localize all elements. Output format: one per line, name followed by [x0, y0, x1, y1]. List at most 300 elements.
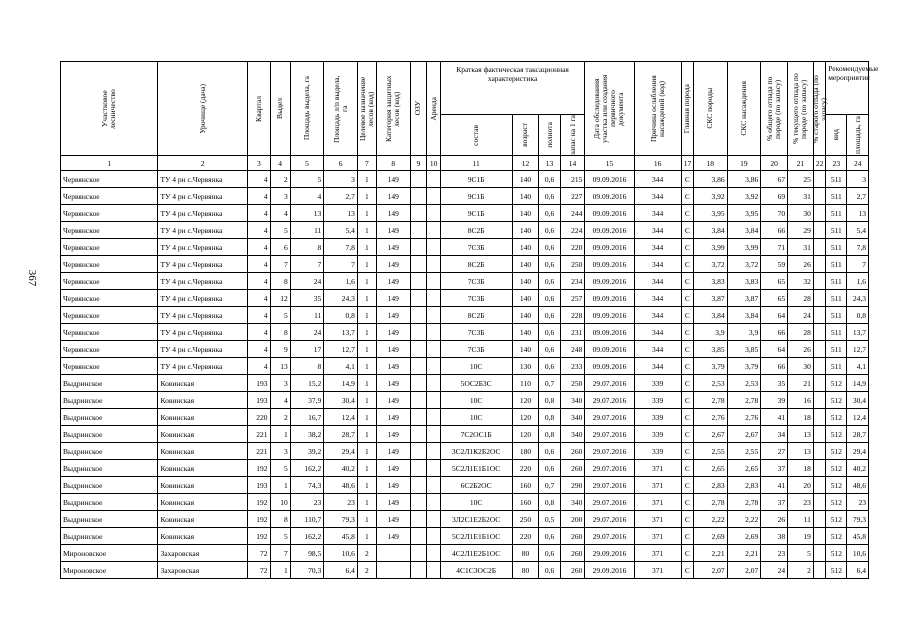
- table-cell: 5: [788, 545, 814, 562]
- table-cell: [410, 477, 427, 494]
- header-lesnichestvo: Участковое лесничество: [61, 62, 158, 156]
- table-cell: 1: [357, 222, 376, 239]
- table-cell: 10: [270, 494, 290, 511]
- table-cell: 6,4: [324, 562, 358, 579]
- header-purpose: Целевое назначение лесов (код): [357, 62, 376, 156]
- table-cell: [427, 239, 440, 256]
- table-cell: 6,4: [847, 562, 869, 579]
- table-cell: С: [681, 358, 693, 375]
- table-cell: [410, 460, 427, 477]
- table-cell: 344: [634, 171, 681, 188]
- table-cell: [427, 409, 440, 426]
- column-number: 14: [560, 156, 585, 171]
- table-row: [61, 392, 869, 409]
- table-cell: 3: [324, 171, 358, 188]
- table-cell: 2,7: [847, 188, 869, 205]
- table-cell: Захаровская: [158, 562, 248, 579]
- table-cell: 24: [761, 562, 788, 579]
- table-cell: 512: [826, 477, 847, 494]
- table-cell: 8: [270, 324, 290, 341]
- column-number: 2: [158, 156, 248, 171]
- table-cell: 29.07.2016: [585, 494, 634, 511]
- table-cell: 8: [270, 273, 290, 290]
- table-cell: 29.07.2016: [585, 511, 634, 528]
- table-cell: [410, 341, 427, 358]
- table-cell: 19: [788, 528, 814, 545]
- table-cell: 7С3Б: [440, 273, 512, 290]
- table-cell: 2: [357, 562, 376, 579]
- table-cell: 8: [290, 358, 324, 375]
- table-cell: Выдринское: [61, 443, 158, 460]
- table-cell: 09.09.2016: [585, 171, 634, 188]
- table-cell: 200: [560, 511, 585, 528]
- table-cell: С: [681, 528, 693, 545]
- table-cell: С: [681, 341, 693, 358]
- table-cell: [813, 324, 825, 341]
- table-cell: 3,84: [727, 222, 761, 239]
- table-cell: Червянское: [61, 239, 158, 256]
- table-cell: 2,21: [694, 545, 728, 562]
- table-cell: Червянское: [61, 273, 158, 290]
- header-sks-nasazhd: СКС насаждения: [727, 62, 761, 156]
- table-cell: 0,6: [539, 256, 560, 273]
- table-cell: 09.09.2016: [585, 358, 634, 375]
- table-cell: 72: [248, 562, 270, 579]
- table-row: [61, 443, 869, 460]
- table-cell: 512: [826, 494, 847, 511]
- table-cell: 13: [788, 443, 814, 460]
- table-cell: 140: [512, 324, 539, 341]
- table-cell: 4: [290, 188, 324, 205]
- column-number: 6: [324, 156, 358, 171]
- table-row: [61, 341, 869, 358]
- table-cell: 1: [357, 256, 376, 273]
- table-cell: 4,1: [847, 358, 869, 375]
- table-cell: 7: [290, 256, 324, 273]
- table-cell: 4: [248, 171, 270, 188]
- table-cell: 339: [634, 426, 681, 443]
- column-number: 13: [539, 156, 560, 171]
- table-cell: 37,9: [290, 392, 324, 409]
- table-cell: 29,4: [324, 443, 358, 460]
- table-cell: Червянское: [61, 307, 158, 324]
- table-cell: 180: [512, 443, 539, 460]
- table-cell: Выдринское: [61, 528, 158, 545]
- table-cell: Выдринское: [61, 392, 158, 409]
- table-cell: 140: [512, 273, 539, 290]
- table-cell: [427, 188, 440, 205]
- table-cell: С: [681, 426, 693, 443]
- table-row: [61, 494, 869, 511]
- table-cell: 149: [376, 426, 410, 443]
- table-cell: Ковинская: [158, 375, 248, 392]
- table-cell: 3,85: [727, 341, 761, 358]
- table-row: [61, 460, 869, 477]
- header-vozrast: возраст: [512, 115, 539, 156]
- header-rec-area: площадь, га: [847, 115, 869, 156]
- table-cell: С: [681, 205, 693, 222]
- table-cell: 257: [560, 290, 585, 307]
- table-cell: 3,9: [694, 324, 728, 341]
- table-cell: [427, 273, 440, 290]
- table-cell: 09.09.2016: [585, 341, 634, 358]
- table-cell: 221: [248, 443, 270, 460]
- table-cell: [813, 562, 825, 579]
- table-cell: [427, 256, 440, 273]
- table-cell: 3,83: [694, 273, 728, 290]
- table-cell: 71: [761, 239, 788, 256]
- header-sostav: состав: [440, 115, 512, 156]
- table-cell: [376, 545, 410, 562]
- table-cell: С: [681, 290, 693, 307]
- column-number: 17: [681, 156, 693, 171]
- table-cell: 149: [376, 392, 410, 409]
- table-cell: 149: [376, 443, 410, 460]
- table-cell: 7: [270, 256, 290, 273]
- table-cell: 26: [788, 256, 814, 273]
- column-number: 11: [440, 156, 512, 171]
- table-cell: 16: [788, 392, 814, 409]
- table-cell: 4: [248, 307, 270, 324]
- table-cell: 0,8: [539, 494, 560, 511]
- table-cell: 344: [634, 341, 681, 358]
- table-cell: 2,22: [727, 511, 761, 528]
- table-cell: 2,22: [694, 511, 728, 528]
- table-cell: 5,4: [324, 222, 358, 239]
- header-rec-vid: вид: [826, 115, 847, 156]
- table-cell: 09.09.2016: [585, 324, 634, 341]
- table-cell: 8С2Б: [440, 307, 512, 324]
- table-cell: 2,7: [324, 188, 358, 205]
- table-cell: 260: [560, 545, 585, 562]
- table-cell: 38: [761, 528, 788, 545]
- table-cell: С: [681, 222, 693, 239]
- table-cell: ТУ 4 рн с.Червянка: [158, 273, 248, 290]
- table-cell: 12: [270, 290, 290, 307]
- table-cell: 244: [560, 205, 585, 222]
- table-cell: 371: [634, 477, 681, 494]
- header-ozu: ОЗУ: [410, 62, 427, 156]
- table-cell: 1: [357, 341, 376, 358]
- table-cell: 0,6: [539, 358, 560, 375]
- table-cell: 1: [270, 426, 290, 443]
- table-cell: 149: [376, 494, 410, 511]
- table-cell: 24,3: [847, 290, 869, 307]
- table-cell: [813, 358, 825, 375]
- table-cell: 511: [826, 205, 847, 222]
- table-cell: 5,4: [847, 222, 869, 239]
- column-number: 16: [634, 156, 681, 171]
- table-cell: 7,8: [324, 239, 358, 256]
- table-cell: 7С3Б: [440, 290, 512, 307]
- table-cell: 2,67: [694, 426, 728, 443]
- table-cell: 511: [826, 188, 847, 205]
- table-cell: 221: [248, 426, 270, 443]
- table-cell: 0,6: [539, 562, 560, 579]
- table-cell: 30,4: [847, 392, 869, 409]
- table-cell: [813, 409, 825, 426]
- table-cell: 1: [357, 426, 376, 443]
- table-cell: [427, 222, 440, 239]
- table-cell: 512: [826, 545, 847, 562]
- table-cell: 5ОС2Б3С: [440, 375, 512, 392]
- table-cell: 149: [376, 409, 410, 426]
- table-cell: 120: [512, 426, 539, 443]
- table-cell: ТУ 4 рн с.Червянка: [158, 205, 248, 222]
- table-cell: 339: [634, 375, 681, 392]
- table-cell: 1: [357, 324, 376, 341]
- table-cell: 10С: [440, 392, 512, 409]
- table-cell: 512: [826, 562, 847, 579]
- table-cell: 41: [761, 409, 788, 426]
- table-cell: 13: [270, 358, 290, 375]
- table-cell: С: [681, 256, 693, 273]
- table-cell: 1: [357, 358, 376, 375]
- table-cell: [427, 375, 440, 392]
- table-cell: 7С3Б: [440, 324, 512, 341]
- table-row: [61, 188, 869, 205]
- table-cell: [813, 375, 825, 392]
- table-cell: 27: [761, 443, 788, 460]
- table-cell: Червянское: [61, 358, 158, 375]
- table-cell: 1: [357, 205, 376, 222]
- header-recommended: Рекомендуемые мероприятия: [826, 62, 869, 115]
- table-cell: [813, 494, 825, 511]
- header-pct-total: % общего отпада по породе (по запасу): [761, 62, 788, 156]
- table-cell: [410, 375, 427, 392]
- table-cell: [410, 443, 427, 460]
- table-cell: 344: [634, 290, 681, 307]
- table-cell: Выдринское: [61, 494, 158, 511]
- table-body: [61, 171, 869, 579]
- table-cell: 0,8: [539, 409, 560, 426]
- table-cell: [410, 222, 427, 239]
- table-cell: [410, 188, 427, 205]
- table-cell: 1,6: [847, 273, 869, 290]
- table-cell: 224: [560, 222, 585, 239]
- table-cell: Ковинская: [158, 392, 248, 409]
- table-cell: 5: [270, 222, 290, 239]
- table-cell: [410, 545, 427, 562]
- table-cell: 149: [376, 171, 410, 188]
- table-cell: 3,92: [694, 188, 728, 205]
- table-cell: [410, 409, 427, 426]
- table-cell: 11: [290, 222, 324, 239]
- table-cell: 227: [560, 188, 585, 205]
- table-cell: 25: [788, 171, 814, 188]
- table-cell: [813, 188, 825, 205]
- table-cell: 21: [788, 375, 814, 392]
- table-cell: 1: [357, 307, 376, 324]
- table-row: [61, 528, 869, 545]
- table-cell: 0,6: [539, 324, 560, 341]
- table-cell: 65: [761, 273, 788, 290]
- table-cell: 344: [634, 307, 681, 324]
- table-cell: 512: [826, 511, 847, 528]
- table-cell: 32: [788, 273, 814, 290]
- table-cell: 3,99: [694, 239, 728, 256]
- table-cell: 4С2Л1Е2Б1ОС: [440, 545, 512, 562]
- table-cell: 192: [248, 460, 270, 477]
- table-cell: 0,5: [539, 511, 560, 528]
- table-cell: 160: [512, 494, 539, 511]
- table-cell: [427, 307, 440, 324]
- table-cell: С: [681, 239, 693, 256]
- table-cell: [410, 494, 427, 511]
- table-cell: 511: [826, 341, 847, 358]
- table-cell: [813, 205, 825, 222]
- table-cell: 4: [248, 239, 270, 256]
- table-cell: 3,83: [727, 273, 761, 290]
- table-cell: 215: [560, 171, 585, 188]
- table-cell: 5: [270, 528, 290, 545]
- table-cell: 371: [634, 494, 681, 511]
- column-number: 1: [61, 156, 158, 171]
- table-cell: 37: [761, 494, 788, 511]
- table-cell: ТУ 4 рн с.Червянка: [158, 307, 248, 324]
- table-cell: 344: [634, 239, 681, 256]
- table-cell: 4: [248, 188, 270, 205]
- table-cell: Червянское: [61, 171, 158, 188]
- column-number: 22: [813, 156, 825, 171]
- table-cell: 290: [560, 477, 585, 494]
- table-cell: 4: [248, 256, 270, 273]
- table-cell: 4: [270, 392, 290, 409]
- table-cell: 2,21: [727, 545, 761, 562]
- table-cell: 4: [248, 205, 270, 222]
- table-cell: [813, 171, 825, 188]
- column-number: 8: [376, 156, 410, 171]
- table-cell: 193: [248, 392, 270, 409]
- table-cell: 3,84: [694, 222, 728, 239]
- table-cell: 371: [634, 460, 681, 477]
- table-cell: 09.09.2016: [585, 256, 634, 273]
- table-cell: 340: [560, 494, 585, 511]
- table-cell: 39,2: [290, 443, 324, 460]
- table-cell: 162,2: [290, 528, 324, 545]
- table-cell: 8С2Б: [440, 222, 512, 239]
- table-cell: 140: [512, 171, 539, 188]
- table-cell: С: [681, 477, 693, 494]
- table-cell: 140: [512, 205, 539, 222]
- table-cell: [410, 358, 427, 375]
- table-cell: 4С1С3ОС2Б: [440, 562, 512, 579]
- table-cell: 29.07.2016: [585, 460, 634, 477]
- table-cell: Выдринское: [61, 477, 158, 494]
- table-row: [61, 273, 869, 290]
- table-cell: 344: [634, 256, 681, 273]
- header-zapas: запас на 1 га: [560, 115, 585, 156]
- table-cell: С: [681, 562, 693, 579]
- table-cell: 3,86: [727, 171, 761, 188]
- column-number: 19: [727, 156, 761, 171]
- table-cell: С: [681, 511, 693, 528]
- table-row: [61, 426, 869, 443]
- table-cell: 4: [248, 273, 270, 290]
- table-cell: 0,6: [539, 188, 560, 205]
- table-cell: 149: [376, 222, 410, 239]
- table-cell: 149: [376, 239, 410, 256]
- table-cell: 37: [761, 460, 788, 477]
- table-cell: 160: [512, 477, 539, 494]
- table-cell: 6С2Б2ОС: [440, 477, 512, 494]
- table-cell: [813, 528, 825, 545]
- table-cell: 2,76: [694, 409, 728, 426]
- table-cell: 20: [788, 477, 814, 494]
- column-number: 5: [290, 156, 324, 171]
- table-cell: 511: [826, 273, 847, 290]
- table-cell: 5: [270, 307, 290, 324]
- table-cell: [427, 341, 440, 358]
- table-cell: [813, 426, 825, 443]
- table-cell: 48,6: [324, 477, 358, 494]
- table-cell: [410, 324, 427, 341]
- table-cell: 40,2: [324, 460, 358, 477]
- table-cell: 2,83: [727, 477, 761, 494]
- table-cell: 512: [826, 375, 847, 392]
- table-cell: [813, 256, 825, 273]
- table-cell: 65: [761, 290, 788, 307]
- column-number: 10: [427, 156, 440, 171]
- page-number: 367: [26, 269, 38, 287]
- table-cell: 09.09.2016: [585, 239, 634, 256]
- column-number: 12: [512, 156, 539, 171]
- table-cell: 0,6: [539, 545, 560, 562]
- table-cell: 74,3: [290, 477, 324, 494]
- table-cell: 2,69: [694, 528, 728, 545]
- table-cell: С: [681, 307, 693, 324]
- table-cell: 29.07.2016: [585, 426, 634, 443]
- table-cell: 0,6: [539, 205, 560, 222]
- table-cell: 7С3Б: [440, 341, 512, 358]
- table-cell: 29.09.2016: [585, 545, 634, 562]
- table-cell: Червянское: [61, 188, 158, 205]
- table-cell: [427, 494, 440, 511]
- table-cell: [813, 392, 825, 409]
- table-cell: С: [681, 375, 693, 392]
- table-cell: 09.09.2016: [585, 307, 634, 324]
- header-cause: Причина ослабления насаждений (код): [634, 62, 681, 156]
- table-cell: 3: [270, 375, 290, 392]
- table-cell: 29,4: [847, 443, 869, 460]
- table-cell: Червянское: [61, 341, 158, 358]
- table-cell: 7: [847, 256, 869, 273]
- table-cell: 149: [376, 375, 410, 392]
- table-cell: 23: [324, 494, 358, 511]
- table-cell: 193: [248, 375, 270, 392]
- table-cell: 0,6: [539, 222, 560, 239]
- table-cell: 40,2: [847, 460, 869, 477]
- table-cell: 35: [761, 375, 788, 392]
- table-cell: 13: [788, 426, 814, 443]
- table-cell: 140: [512, 222, 539, 239]
- table-cell: 149: [376, 341, 410, 358]
- table-row: [61, 222, 869, 239]
- header-vydel: Выдел: [270, 62, 290, 156]
- table-cell: [427, 443, 440, 460]
- table-cell: Червянское: [61, 324, 158, 341]
- table-cell: 1,6: [324, 273, 358, 290]
- table-cell: 10,6: [324, 545, 358, 562]
- table-cell: 1: [357, 375, 376, 392]
- table-cell: 10С: [440, 409, 512, 426]
- table-cell: 344: [634, 222, 681, 239]
- table-cell: [427, 426, 440, 443]
- table-cell: 4: [248, 341, 270, 358]
- table-cell: 2,07: [694, 562, 728, 579]
- table-cell: 3,86: [694, 171, 728, 188]
- table-cell: 2,65: [727, 460, 761, 477]
